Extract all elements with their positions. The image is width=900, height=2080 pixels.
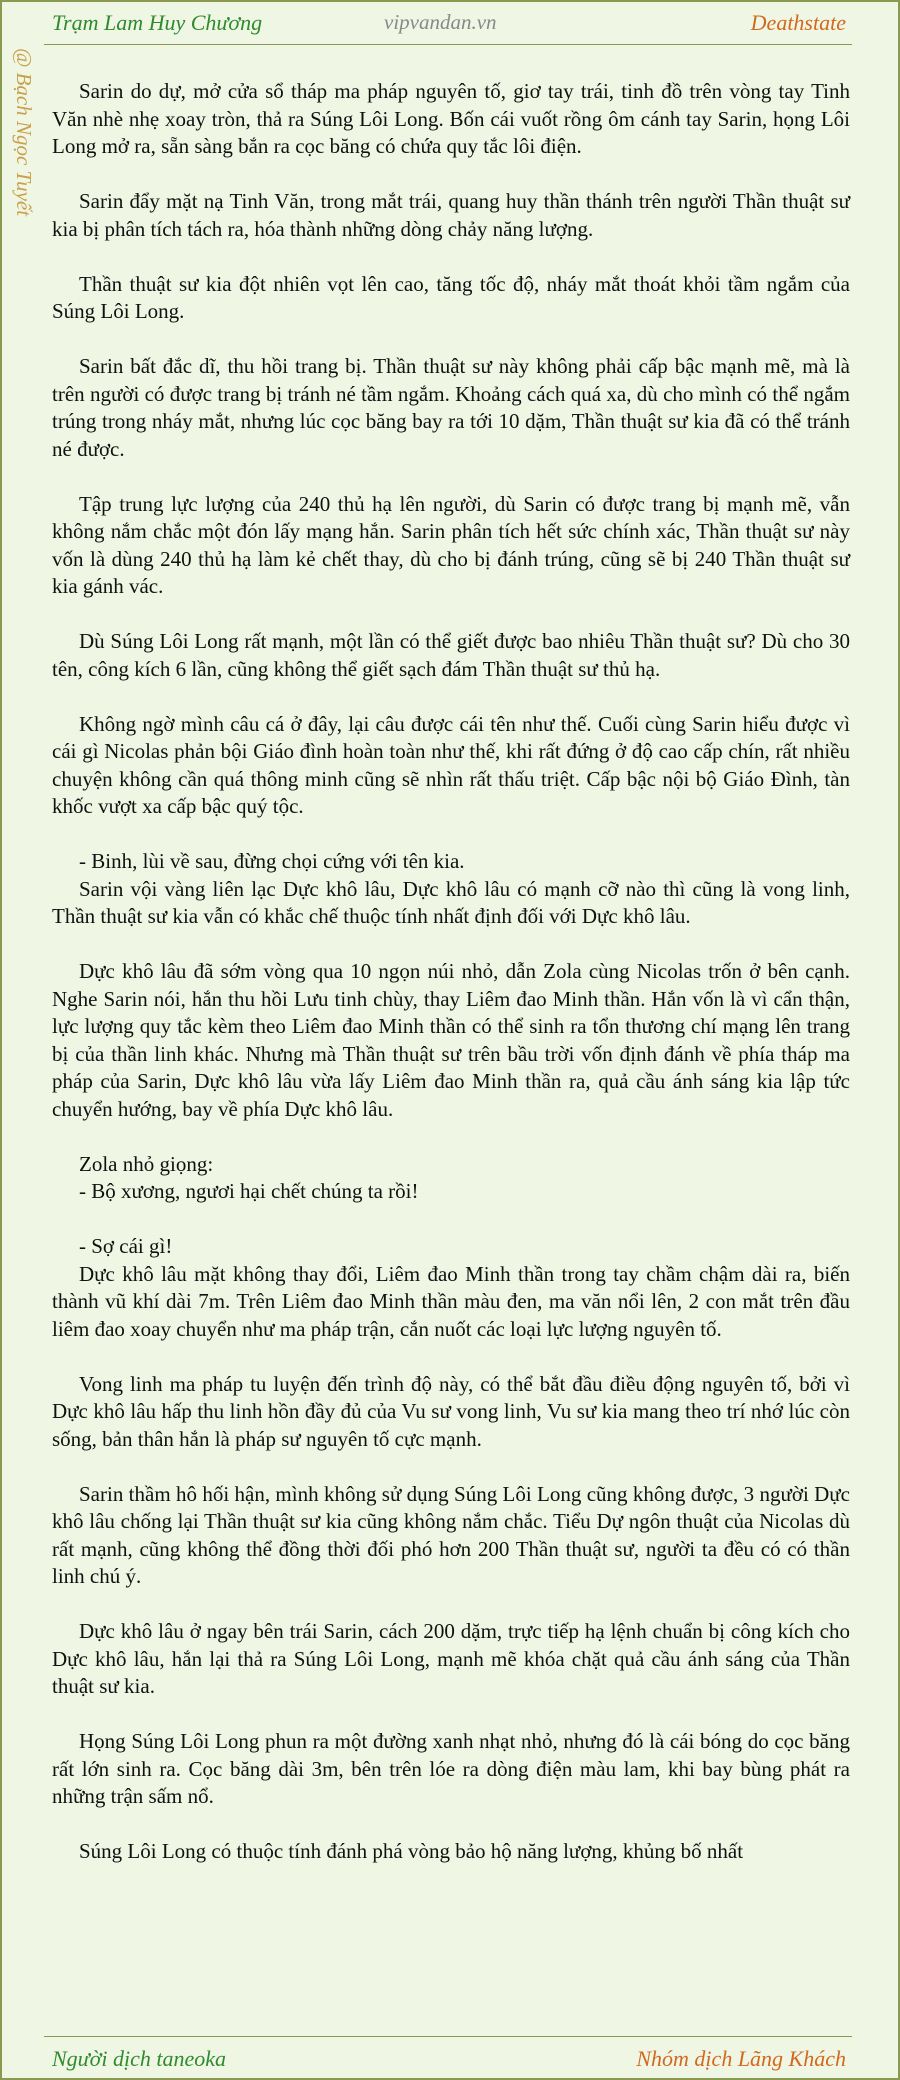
page-header bbox=[0, 0, 900, 46]
paragraph: Họng Súng Lôi Long phun ra một đường xanh nhạt nhỏ, nhưng đó là cái bóng do cọc băng rất lớn sinh ra. Cọc băng dài 3m, bên trên lóe ra dòng điện màu lam, khi bay bùng phát ra những trận sấm nổ. bbox=[52, 1729, 850, 1808]
watermark: @ Bạch Ngọc Tuyết bbox=[12, 48, 36, 217]
dialog-line: - Sợ cái gì! bbox=[79, 1234, 173, 1258]
book-title: Trạm Lam Huy Chương bbox=[52, 10, 263, 35]
paragraph: Sarin do dự, mở cửa sổ tháp ma pháp nguyên tố, giơ tay trái, tinh đồ trên vòng tay Tinh Văn nhè nhẹ xoay tròn, thả ra Súng Lôi Long. Bốn cái vuốt rồng ôm cánh tay Sarin, họng Lôi Long mở ra, sẵn sàng bắn ra cọc băng có chứa quy tắc lôi điện. bbox=[52, 79, 850, 158]
paragraph: Tập trung lực lượng của 240 thủ hạ lên người, dù Sarin có được trang bị mạnh mẽ, vẫn không nắm chắc một đón lấy mạng hắn. Sarin phân tích hết sức chính xác, Thần thuật sư này vốn là dùng 240 thủ hạ làm kẻ chết thay, dù cho bị đánh trúng, cũng sẽ bị 240 Thần thuật sư kia gánh vác. bbox=[52, 491, 850, 598]
dialog-line: - Binh, lùi về sau, đừng chọi cứng với tên kia. bbox=[79, 849, 465, 873]
paragraph: Không ngờ mình câu cá ở đây, lại câu được cái tên như thế. Cuối cùng Sarin hiểu được vì cái gì Nicolas phản bội Giáo đình hoàn toàn như thế, khi rất đứng ở độ cao cấp chín, rất nhiều chuyện không cần quá thông minh cũng sẽ nhìn rất thấu triệt. Cấp bậc nội bộ Giáo Đình, tàn khốc vượt xa cấp bậc quý tộc. bbox=[52, 711, 850, 818]
paragraph: Sarin vội vàng liên lạc Dực khô lâu, Dực khô lâu có mạnh cỡ nào thì cũng là vong linh, Thần thuật sư kia vẫn có khắc chế thuộc tính nhất định đối với Dực khô lâu. bbox=[52, 876, 850, 928]
author-name: Deathstate bbox=[750, 10, 846, 35]
paragraph: Thần thuật sư kia đột nhiên vọt lên cao, tăng tốc độ, nháy mắt thoát khỏi tầm ngắm của Súng Lôi Long. bbox=[52, 271, 850, 323]
translation-group-credit: Nhóm dịch Lãng Khách bbox=[636, 2046, 846, 2071]
header-divider bbox=[44, 44, 852, 45]
paragraph: Sarin thầm hô hối hận, mình không sử dụng Súng Lôi Long cũng không được, 3 người Dực khô lâu chống lại Thần thuật sư kia cũng không nắm chắc. Tiểu Dự ngôn thuật của Nicolas dù rất mạnh, cũng không thể đồng thời đối phó hơn 200 Thần thuật sư, người ta đều có có thần linh chú ý. bbox=[52, 1481, 850, 1588]
paragraph: Dù Súng Lôi Long rất mạnh, một lần có thể giết được bao nhiêu Thần thuật sư? Dù cho 30 tên, công kích 6 lần, cũng không thể giết sạch đám Thần thuật sư thủ hạ. bbox=[52, 629, 850, 681]
paragraph: Dực khô lâu ở ngay bên trái Sarin, cách 200 dặm, trực tiếp hạ lệnh chuẩn bị công kích cho Dực khô lâu, hắn lại thả ra Súng Lôi Long, mạnh mẽ khóa chặt quả cầu ánh sáng của Thần thuật sư kia. bbox=[52, 1619, 850, 1698]
page-footer bbox=[0, 2038, 900, 2078]
paragraph: Dực khô lâu mặt không thay đổi, Liêm đao Minh thần trong tay chầm chậm dài ra, biến thành vũ khí dài 7m. Trên Liêm đao Minh thần màu đen, ma văn nổi lên, 2 con mắt trên đầu liêm đao xoay chuyển như ma pháp trận, cắn nuốt các loại lực lượng nguyên tố. bbox=[52, 1261, 850, 1341]
paragraph: Sarin bất đắc dĩ, thu hồi trang bị. Thần thuật sư này không phải cấp bậc mạnh mẽ, mà là trên người có được trang bị tránh né tầm ngắm. Khoảng cách quá xa, dù cho mình có thể ngắm trúng trong nháy mắt, nhưng lúc cọc băng bay ra tới 10 dặm, Thần thuật sư kia đã có thể tránh né được. bbox=[52, 354, 850, 461]
paragraph: Dực khô lâu đã sớm vòng qua 10 ngọn núi nhỏ, dẫn Zola cùng Nicolas trốn ở bên cạnh. Nghe Sarin nói, hắn thu hồi Lưu tinh chùy, thay Liêm đao Minh thần. Hắn vốn là vì cẩn thận, lực lượng quy tắc kèm theo Liêm đao Minh thần có thể sinh ra tổn thương chí mạng lên trang bị của thần linh khác. Nhưng mà Thần thuật sư trên bầu trời vốn định đánh về phía tháp ma pháp của Sarin, Dực khô lâu vừa lấy Liêm đao Minh thần ra, quả cầu ánh sáng kia lập tức chuyển hướng, bay về phía Dực khô lâu. bbox=[52, 959, 850, 1121]
translator-credit: Người dịch taneoka bbox=[52, 2046, 227, 2071]
paragraph: Zola nhỏ giọng: bbox=[79, 1151, 214, 1176]
paragraph: Sarin đẩy mặt nạ Tinh Văn, trong mắt trái, quang huy thần thánh trên người Thần thuật sư kia bị phân tích tách ra, hóa thành những dòng chảy năng lượng. bbox=[52, 189, 850, 241]
chapter-body bbox=[52, 78, 850, 1866]
footer-divider bbox=[44, 2036, 852, 2037]
site-name: vipvandan.vn bbox=[384, 10, 497, 34]
paragraph: Súng Lôi Long có thuộc tính đánh phá vòng bảo hộ năng lượng, khủng bố nhất bbox=[79, 1839, 744, 1863]
paragraph: Vong linh ma pháp tu luyện đến trình độ này, có thể bắt đầu điều động nguyên tố, bởi vì Dực khô lâu hấp thu linh hồn đầy đủ của Vu sư vong linh, Vu sư kia mang theo trí nhớ lúc còn sống, bản thân hắn là pháp sư nguyên tố cực mạnh. bbox=[52, 1371, 850, 1451]
dialog-line: - Bộ xương, ngươi hại chết chúng ta rồi! bbox=[79, 1179, 419, 1203]
